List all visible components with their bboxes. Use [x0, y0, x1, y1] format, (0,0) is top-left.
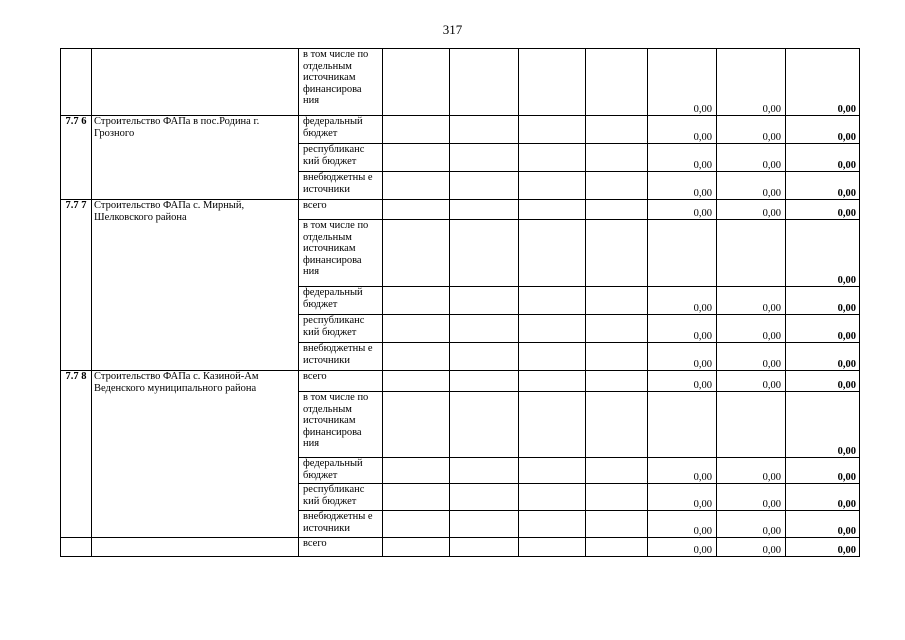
empty-cell [519, 371, 586, 392]
table-row [61, 371, 860, 392]
funding-source-label: внебюджетны е источники [299, 343, 383, 371]
empty-cell [519, 220, 586, 287]
empty-cell [450, 220, 519, 287]
empty-cell [519, 484, 586, 511]
empty-cell [383, 287, 450, 315]
amount-cell: 0,00 [648, 116, 717, 144]
amount-cell: 0,00 [648, 49, 717, 116]
amount-cell: 0,00 [717, 200, 786, 220]
empty-cell [450, 200, 519, 220]
empty-cell [383, 116, 450, 144]
empty-cell [586, 343, 648, 371]
amount-cell: 0,00 [648, 484, 717, 511]
empty-cell [586, 172, 648, 200]
empty-cell [383, 200, 450, 220]
funding-source-label: всего [299, 538, 383, 557]
empty-cell [586, 220, 648, 287]
table-row [61, 538, 860, 557]
amount-cell: 0,00 [786, 287, 860, 315]
empty-cell [450, 287, 519, 315]
empty-cell [519, 458, 586, 484]
page-number: 317 [442, 22, 463, 37]
empty-cell [450, 315, 519, 343]
funding-source-label: республиканс кий бюджет [299, 315, 383, 343]
funding-source-label: в том числе по отдельным источникам финансирова ния [299, 49, 383, 116]
item-code [61, 538, 92, 557]
amount-cell: 0,00 [648, 538, 717, 557]
empty-cell [519, 343, 586, 371]
funding-source-label: республиканс кий бюджет [299, 144, 383, 172]
empty-cell [519, 392, 586, 458]
amount-cell: 0,00 [786, 220, 860, 287]
amount-cell: 0,00 [648, 144, 717, 172]
amount-cell: 0,00 [786, 484, 860, 511]
empty-cell [383, 315, 450, 343]
amount-cell: 0,00 [786, 538, 860, 557]
table-row [61, 116, 860, 144]
funding-source-label: в том числе по отдельным источникам финансирова ния [299, 220, 383, 287]
empty-cell [586, 144, 648, 172]
amount-cell: 0,00 [717, 343, 786, 371]
funding-source-label: республиканс кий бюджет [299, 484, 383, 511]
amount-cell [717, 392, 786, 458]
empty-cell [586, 392, 648, 458]
empty-cell [450, 458, 519, 484]
empty-cell [586, 538, 648, 557]
amount-cell: 0,00 [786, 511, 860, 538]
amount-cell: 0,00 [648, 343, 717, 371]
funding-source-label: внебюджетны е источники [299, 511, 383, 538]
empty-cell [586, 49, 648, 116]
amount-cell: 0,00 [648, 511, 717, 538]
empty-cell [450, 371, 519, 392]
amount-cell: 0,00 [786, 49, 860, 116]
amount-cell: 0,00 [786, 116, 860, 144]
empty-cell [519, 172, 586, 200]
amount-cell: 0,00 [786, 343, 860, 371]
amount-cell: 0,00 [717, 144, 786, 172]
amount-cell: 0,00 [717, 315, 786, 343]
item-code: 7.7 7 [61, 200, 92, 371]
amount-cell: 0,00 [648, 200, 717, 220]
empty-cell [450, 116, 519, 144]
empty-cell [586, 511, 648, 538]
empty-cell [586, 287, 648, 315]
empty-cell [519, 144, 586, 172]
item-name: Строительство ФАПа с. Казиной-Ам Веденского муниципального района [92, 371, 299, 538]
amount-cell: 0,00 [786, 172, 860, 200]
item-name [92, 49, 299, 116]
empty-cell [383, 538, 450, 557]
empty-cell [383, 172, 450, 200]
empty-cell [383, 371, 450, 392]
item-name: Строительство ФАПа с. Мирный, Шелковского района [92, 200, 299, 371]
empty-cell [450, 49, 519, 116]
empty-cell [450, 172, 519, 200]
amount-cell: 0,00 [648, 371, 717, 392]
empty-cell [383, 343, 450, 371]
empty-cell [383, 392, 450, 458]
empty-cell [383, 220, 450, 287]
empty-cell [519, 315, 586, 343]
empty-cell [586, 484, 648, 511]
item-name [92, 538, 299, 557]
amount-cell: 0,00 [786, 200, 860, 220]
amount-cell: 0,00 [786, 458, 860, 484]
empty-cell [383, 458, 450, 484]
empty-cell [586, 116, 648, 144]
funding-source-label: всего [299, 371, 383, 392]
empty-cell [586, 200, 648, 220]
amount-cell: 0,00 [717, 172, 786, 200]
amount-cell: 0,00 [717, 458, 786, 484]
amount-cell: 0,00 [717, 287, 786, 315]
empty-cell [383, 144, 450, 172]
amount-cell: 0,00 [786, 144, 860, 172]
empty-cell [586, 458, 648, 484]
funding-source-label: в том числе по отдельным источникам финансирова ния [299, 392, 383, 458]
amount-cell [648, 220, 717, 287]
amount-cell: 0,00 [717, 511, 786, 538]
amount-cell: 0,00 [648, 315, 717, 343]
item-code: 7.7 6 [61, 116, 92, 200]
funding-source-label: федеральный бюджет [299, 287, 383, 315]
funding-source-label: всего [299, 200, 383, 220]
item-code: 7.7 8 [61, 371, 92, 538]
empty-cell [519, 287, 586, 315]
empty-cell [450, 144, 519, 172]
empty-cell [450, 511, 519, 538]
empty-cell [519, 116, 586, 144]
amount-cell: 0,00 [717, 116, 786, 144]
empty-cell [450, 538, 519, 557]
amount-cell [648, 392, 717, 458]
budget-table [60, 48, 860, 557]
item-code [61, 49, 92, 116]
funding-source-label: федеральный бюджет [299, 116, 383, 144]
empty-cell [586, 315, 648, 343]
empty-cell [519, 538, 586, 557]
empty-cell [519, 200, 586, 220]
funding-source-label: федеральный бюджет [299, 458, 383, 484]
amount-cell [717, 220, 786, 287]
empty-cell [519, 511, 586, 538]
empty-cell [383, 484, 450, 511]
table-row [61, 49, 860, 116]
table-row [61, 200, 860, 220]
amount-cell: 0,00 [717, 538, 786, 557]
empty-cell [586, 371, 648, 392]
amount-cell: 0,00 [786, 392, 860, 458]
amount-cell: 0,00 [786, 371, 860, 392]
amount-cell: 0,00 [717, 371, 786, 392]
amount-cell: 0,00 [648, 458, 717, 484]
empty-cell [383, 49, 450, 116]
empty-cell [450, 484, 519, 511]
amount-cell: 0,00 [717, 49, 786, 116]
empty-cell [450, 343, 519, 371]
item-name: Строительство ФАПа в пос.Родина г. Грозного [92, 116, 299, 200]
amount-cell: 0,00 [717, 484, 786, 511]
empty-cell [383, 511, 450, 538]
amount-cell: 0,00 [648, 172, 717, 200]
amount-cell: 0,00 [786, 315, 860, 343]
empty-cell [450, 392, 519, 458]
amount-cell: 0,00 [648, 287, 717, 315]
empty-cell [519, 49, 586, 116]
funding-source-label: внебюджетны е источники [299, 172, 383, 200]
